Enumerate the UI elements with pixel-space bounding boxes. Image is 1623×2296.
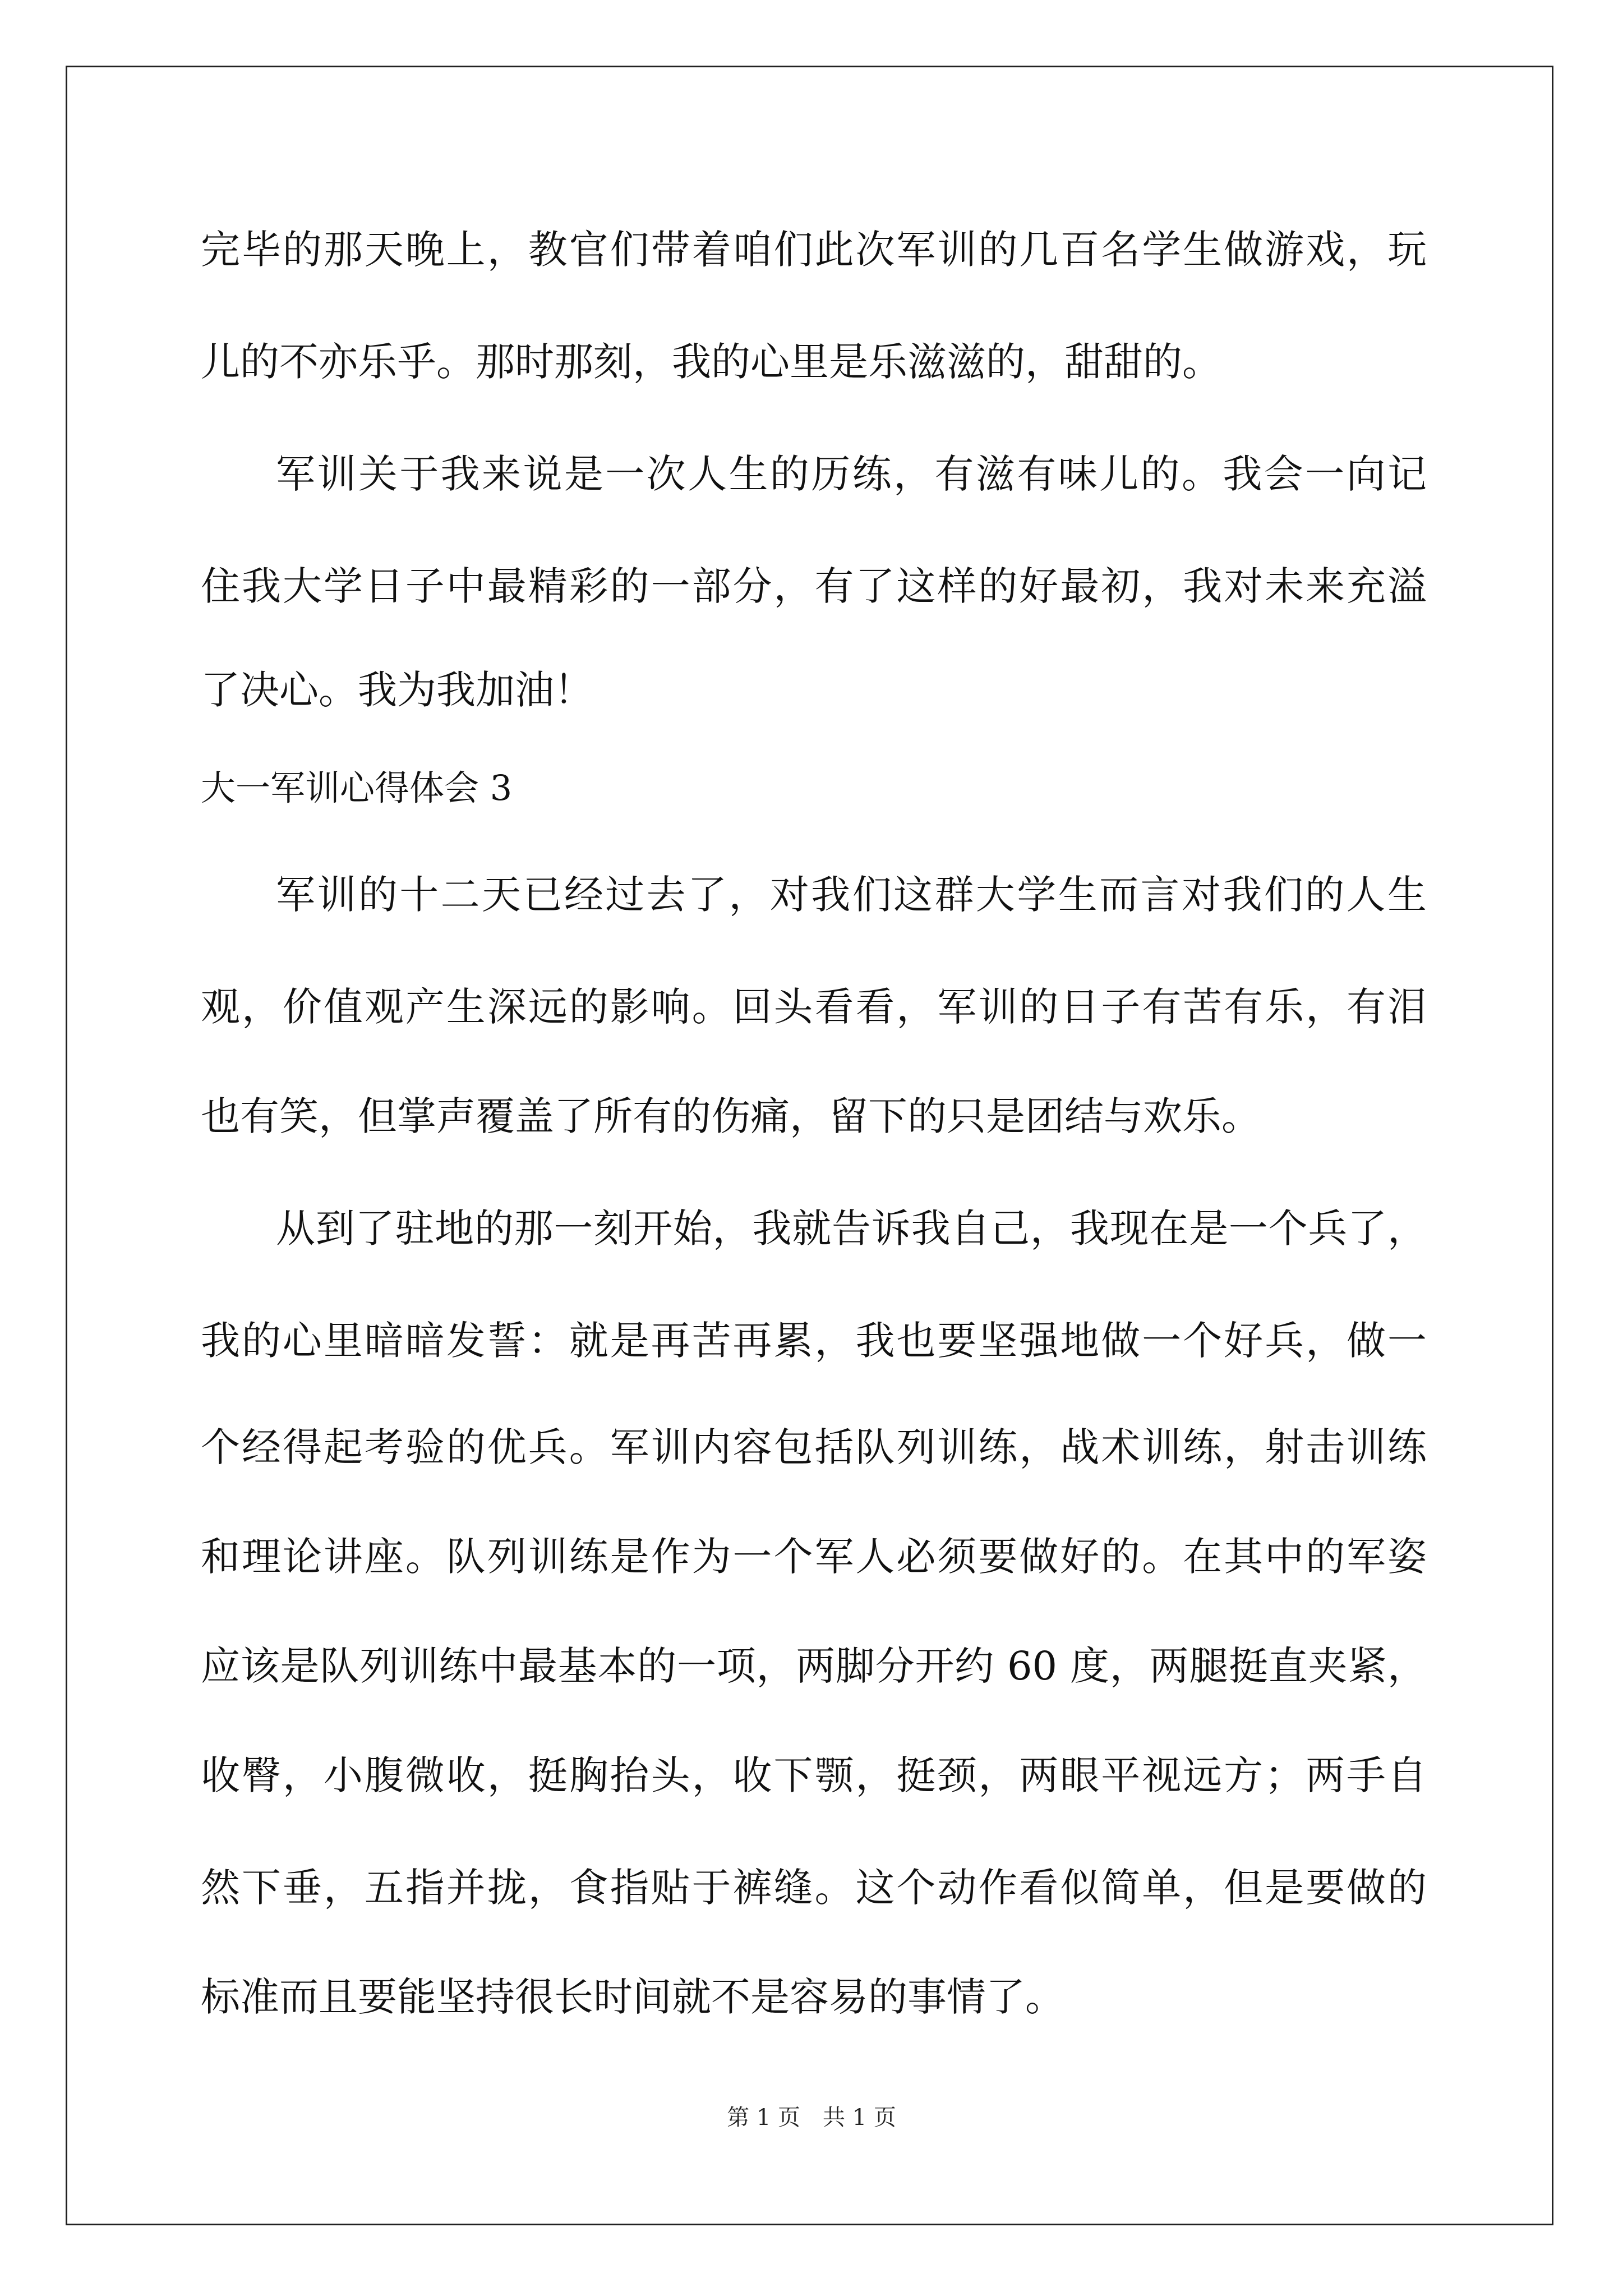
paragraph-4-line-1: 从到了驻地的那一刻开始，我就告诉我自己，我现在是一个兵了，	[276, 1205, 1427, 1251]
paragraph-4-line-2: 我的心里暗暗发誓：就是再苦再累，我也要坚强地做一个好兵，做一	[201, 1318, 1427, 1364]
paragraph-4-line-8: 标准而且要能坚持很长时间就不是容易的事情了。	[201, 1974, 1064, 2020]
page-total: 共 1 页	[823, 2105, 896, 2131]
paragraph-1-line-2: 儿的不亦乐乎。那时那刻，我的心里是乐滋滋的，甜甜的。	[201, 339, 1221, 385]
page-number: 第 1 页	[727, 2105, 800, 2131]
section-heading: 大一军训心得体会 3	[201, 767, 513, 808]
page-footer	[0, 2101, 1623, 2134]
paragraph-4-line-7: 然下垂，五指并拢，食指贴于裤缝。这个动作看似简单，但是要做的	[201, 1865, 1427, 1911]
paragraph-2-line-3: 了决心。我为我加油！	[201, 667, 593, 713]
paragraph-3-line-2: 观，价值观产生深远的影响。回头看看，军训的日子有苦有乐，有泪	[201, 984, 1427, 1030]
paragraph-3-line-1: 军训的十二天已经过去了，对我们这群大学生而言对我们的人生	[276, 872, 1427, 918]
paragraph-4-line-4: 和理论讲座。队列训练是作为一个军人必须要做好的。在其中的军姿	[201, 1534, 1427, 1580]
paragraph-1-line-1: 完毕的那天晚上，教官们带着咱们此次军训的几百名学生做游戏，玩	[201, 227, 1427, 273]
paragraph-2-line-1: 军训关于我来说是一次人生的历练，有滋有味儿的。我会一向记	[276, 451, 1427, 497]
paragraph-4-line-6: 收臀，小腹微收，挺胸抬头，收下颚，挺颈，两眼平视远方；两手自	[201, 1752, 1427, 1798]
paragraph-4-line-3: 个经得起考验的优兵。军训内容包括队列训练，战术训练，射击训练	[201, 1424, 1427, 1470]
paragraph-2-line-2: 住我大学日子中最精彩的一部分，有了这样的好最初，我对未来充溢	[201, 563, 1427, 609]
paragraph-3-line-3: 也有笑，但掌声覆盖了所有的伤痛，留下的只是团结与欢乐。	[201, 1093, 1261, 1139]
paragraph-4-line-5: 应该是队列训练中最基本的一项，两脚分开约 60 度，两腿挺直夹紧，	[201, 1643, 1427, 1689]
